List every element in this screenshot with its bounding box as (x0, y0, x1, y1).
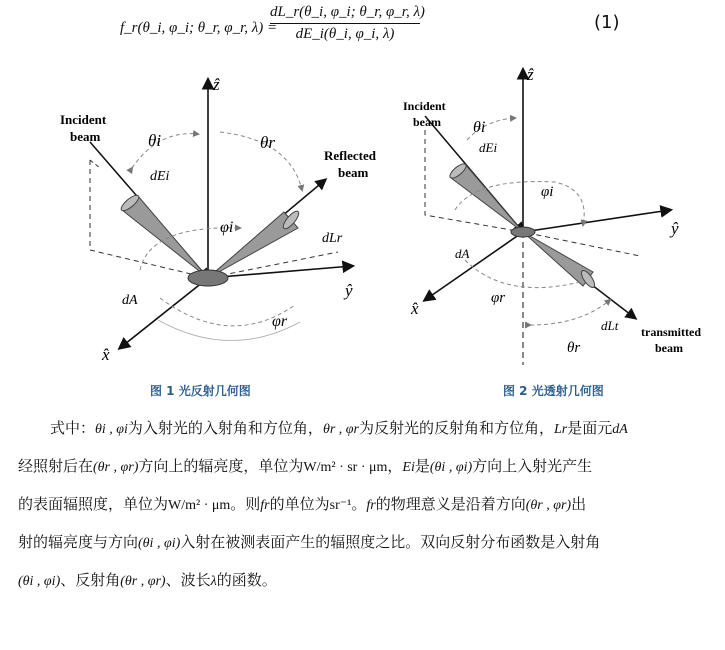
fig1-projection-dashed (90, 160, 338, 278)
fig1-theta-r-label: θr (260, 133, 275, 152)
fig1-incident-label-1: Incident (60, 112, 107, 127)
paragraph-line-3: 的表面辐照度，单位为W/m² · μm。则fr的单位为sr⁻¹。fr的物理意义是沿着方向(θr , φr)出 (18, 495, 587, 513)
fig2-phi-i-label: φi (541, 184, 554, 200)
figure-2-caption: 图 2 光透射几何图 (503, 384, 604, 398)
fig2-phi-r-label: φr (491, 290, 506, 306)
paragraph-line-2: 经照射后在(θr , φr)方向上的辐亮度，单位为W/m² · sr · μm，Ei是(θi , φi)方向上入射光产生 (18, 457, 593, 475)
fig2-surface-element (511, 227, 535, 237)
figure-1-caption: 图 1 光反射几何图 (150, 384, 251, 398)
fig2-transmitted-label-2: beam (655, 341, 683, 355)
fig2-dA-label: dA (455, 246, 470, 261)
fig2-dLt-label: dLt (601, 318, 619, 333)
fig1-incident-cone (122, 196, 208, 278)
fig2-x-label: x̂ (411, 299, 419, 318)
fig1-theta-i-label: θi (148, 131, 162, 150)
fig1-z-label: ẑ (213, 75, 220, 94)
fig1-surface-element (188, 270, 228, 286)
formula-lhs: f_r(θ_i, φ_i; θ_r, φ_r, λ) = (120, 20, 278, 36)
fig1-y-axis (208, 266, 352, 278)
body-paragraph (18, 410, 718, 600)
fig2-incident-label-2: beam (413, 115, 441, 129)
fig1-theta-i-arc (132, 134, 198, 168)
fig1-dA-label: dA (122, 293, 138, 308)
fig1-dLr-label: dLr (322, 231, 343, 246)
fig2-y-label: ŷ (671, 219, 679, 238)
fig1-dEi-label: dEi (150, 169, 170, 184)
fig2-x-axis (425, 232, 523, 300)
fig1-reflected-label-2: beam (338, 165, 369, 180)
fig1-y-label: ŷ (345, 281, 353, 300)
fig2-transmitted-label-1: transmitted (641, 325, 701, 339)
fig1-phi-i-label: φi (220, 219, 234, 236)
fig2-theta-r-label: θr (567, 340, 581, 356)
fig1-x-axis (120, 278, 208, 348)
paragraph-line-4: 射的辐亮度与方向(θi , φi)入射在被测表面产生的辐照度之比。双向反射分布函数是入射角 (18, 533, 601, 551)
fig2-theta-r-arc (530, 300, 610, 325)
figure-2-transmission-geometry (395, 60, 715, 370)
formula-denominator: dE_i(θ_i, φ_i, λ) (295, 26, 395, 42)
paragraph-line-5: (θi , φi)、反射角(θr , φr)、波长λ的函数。 (18, 571, 277, 589)
formula-fraction (270, 4, 425, 43)
fig2-theta-i-label: θi (473, 119, 486, 136)
fig2-z-label: ẑ (527, 65, 534, 84)
figure-1-reflection-geometry (40, 60, 376, 390)
fig1-reflected-label-1: Reflected (324, 148, 376, 163)
fig1-phi-r-label: φr (272, 313, 288, 330)
fig1-x-label: x̂ (102, 345, 110, 364)
equation-number: (1) (594, 12, 620, 33)
fig2-incident-label-1: Incident (403, 99, 446, 113)
formula-numerator: dL_r(θ_i, φ_i; θ_r, φ_r, λ) (270, 4, 420, 24)
brdf-formula (120, 4, 540, 56)
fig1-incident-label-2: beam (70, 129, 101, 144)
fig2-incident-cone (451, 164, 523, 232)
paragraph-line-1: 式中：θi , φi为入射光的入射角和方位角，θr , φr为反射光的反射角和方位角，Lr是面元dA (50, 419, 628, 437)
fig2-y-axis (523, 210, 670, 232)
fig2-dEi-label: dEi (479, 140, 498, 155)
